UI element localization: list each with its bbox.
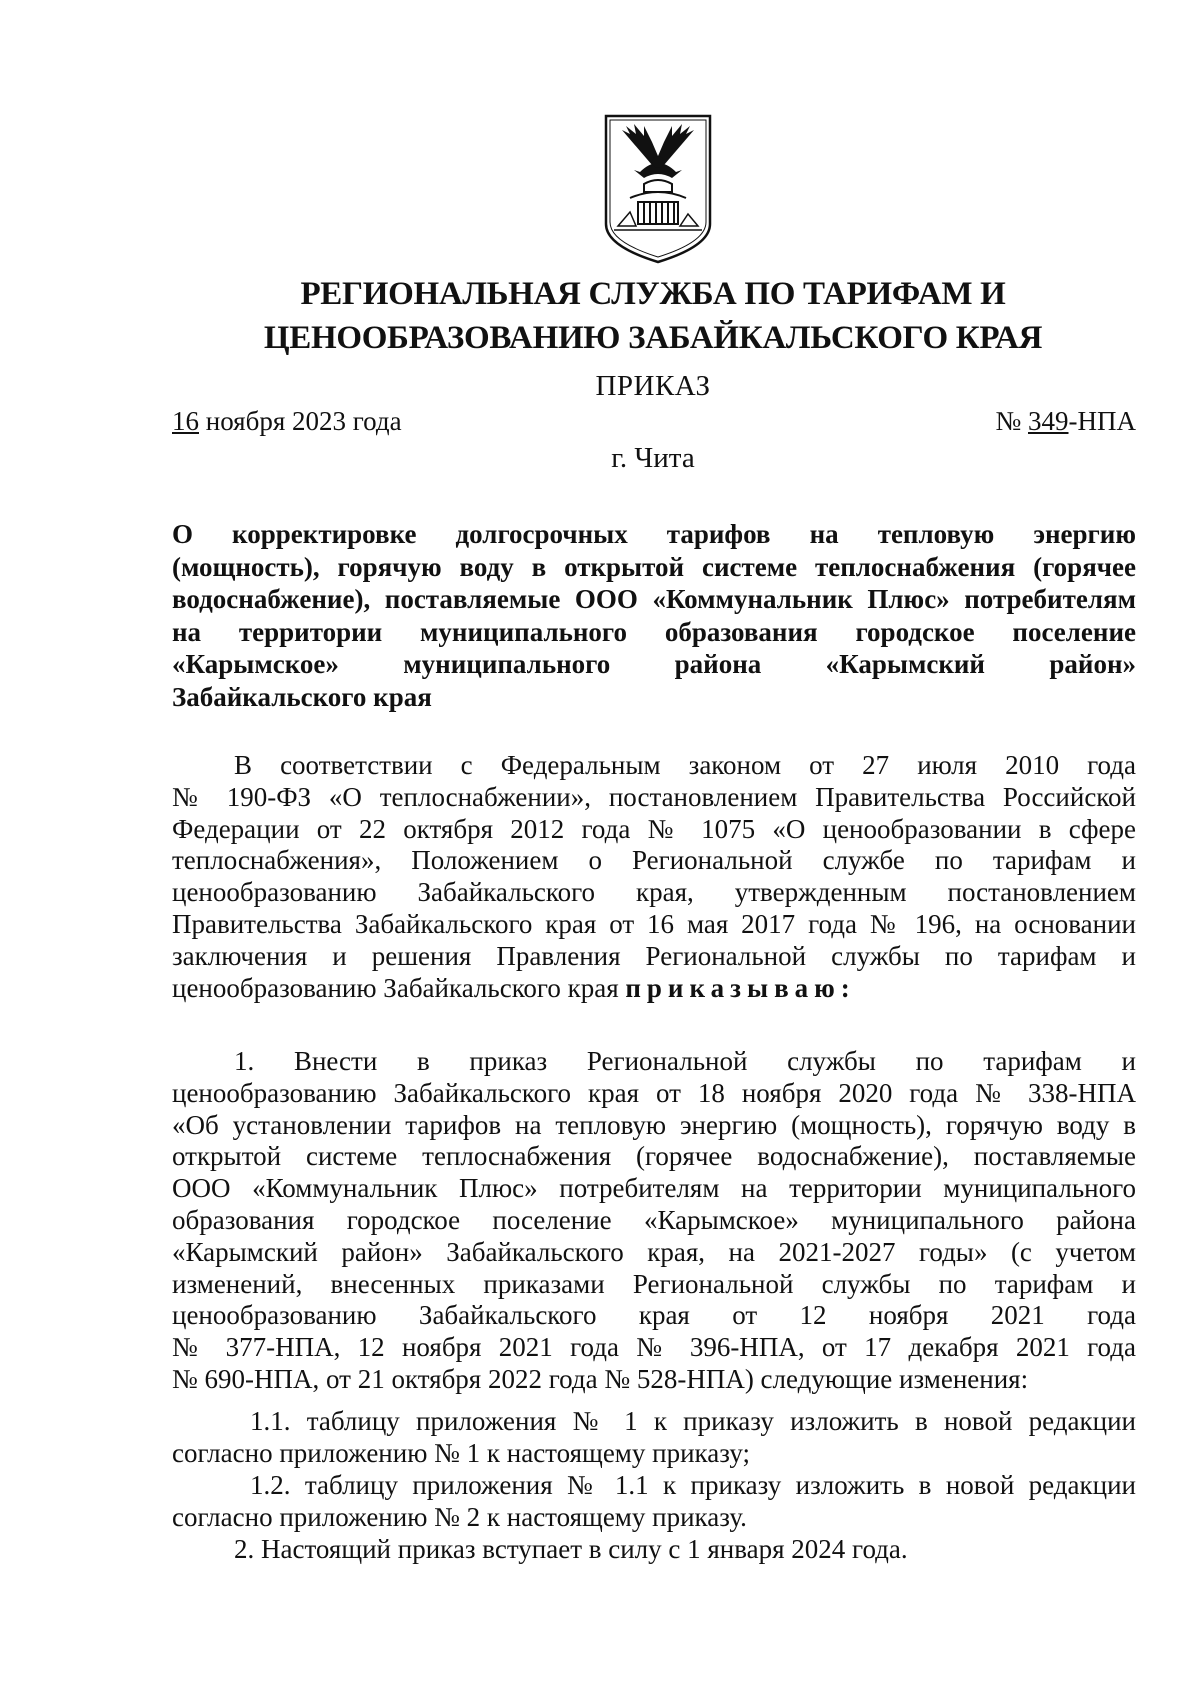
document-subject — [172, 518, 1136, 714]
number-suffix: -НПА — [1068, 406, 1136, 436]
preamble-line: Федерации от 22 октября 2012 года № 1075 «О ценообразовании в сфере — [172, 813, 1136, 844]
item-1-line: ценообразованию Забайкальского края от 18 ноября 2020 года № 338-НПА — [172, 1077, 1136, 1108]
item-1-line: открытой системе теплоснабжения (горячее водоснабжение), поставляемые — [172, 1141, 1136, 1172]
item-1-line: № 690-НПА, от 21 октября 2022 года № 528-НПА) следующие изменения: — [172, 1363, 1029, 1394]
item-1-2-line: 1.2. таблицу приложения № 1.1 к приказу изложить в новой редакции — [250, 1470, 1136, 1500]
subject-line: водоснабжение), поставляемые ООО «Коммунальник Плюс» потребителям — [172, 584, 1136, 615]
item-1-line: № 377-НПА, 12 ноября 2021 года № 396-НПА, от 17 декабря 2021 года — [172, 1332, 1136, 1363]
item-1-2-paragraph — [172, 1470, 1136, 1534]
issuer-title — [160, 272, 1146, 360]
document-number — [995, 404, 1136, 438]
item-2-paragraph — [172, 1534, 1136, 1566]
item-1-line: образования городское поселение «Карымское» муниципального района — [172, 1204, 1136, 1235]
item-1-line: ООО «Коммунальник Плюс» потребителям на территории муниципального — [172, 1173, 1136, 1204]
subject-line: «Карымское» муниципального района «Карымский район» — [172, 649, 1136, 680]
document-date — [172, 404, 402, 438]
document-type: ПРИКАЗ — [595, 370, 711, 402]
item-2-line: 2. Настоящий приказ вступает в силу с 1 января 2024 года. — [234, 1534, 908, 1564]
document-city: г. Чита — [611, 442, 695, 474]
preamble-last-text: ценообразованию Забайкальского края — [172, 972, 626, 1003]
item-1-1-line: 1.1. таблицу приложения № 1 к приказу изложить в новой редакции — [250, 1406, 1136, 1436]
issuer-title-line-1: РЕГИОНАЛЬНАЯ СЛУЖБА ПО ТАРИФАМ И — [300, 276, 1006, 312]
preamble-paragraph — [172, 750, 1136, 1004]
preamble-line: Правительства Забайкальского края от 16 мая 2017 года № 196, на основании — [172, 908, 1136, 939]
item-1-line: изменений, внесенных приказами Региональной службы по тарифам и — [172, 1268, 1136, 1299]
preamble-line: В соответствии с Федеральным законом от 27 июля 2010 года — [234, 750, 1136, 780]
date-rest: ноября 2023 года — [199, 406, 402, 436]
number-prefix: № — [995, 406, 1028, 436]
item-1-line: «Об установлении тарифов на тепловую энергию (мощность), горячую воду в — [172, 1109, 1136, 1140]
item-1-2-line: согласно приложению № 2 к настоящему приказу. — [172, 1501, 747, 1532]
item-1-line: ценообразованию Забайкальского края от 12 ноября 2021 года — [172, 1300, 1136, 1331]
preamble-line: ценообразованию Забайкальского края, утвержденным постановлением — [172, 877, 1136, 908]
subject-line: (мощность), горячую воду в открытой системе теплоснабжения (горячее — [172, 551, 1136, 582]
order-word: приказываю: — [625, 972, 856, 1003]
preamble-line: теплоснабжения», Положением о Региональной службе по тарифам и — [172, 845, 1136, 876]
preamble-line: № 190-ФЗ «О теплоснабжении», постановлением Правительства Российской — [172, 781, 1136, 812]
item-1-1-paragraph — [172, 1406, 1136, 1470]
item-1-line: 1. Внести в приказ Региональной службы по тарифам и — [234, 1046, 1136, 1076]
preamble-last-line — [172, 973, 1136, 1005]
date-day: 16 — [172, 406, 199, 436]
preamble-line: заключения и решения Правления Региональной службы по тарифам и — [172, 940, 1136, 971]
item-1-paragraph — [172, 1046, 1136, 1396]
subject-line: на территории муниципального образования городское поселение — [172, 616, 1136, 647]
item-1-line: «Карымский район» Забайкальского края, на 2021-2027 годы» (с учетом — [172, 1236, 1136, 1267]
subject-line: О корректировке долгосрочных тарифов на тепловую энергию — [172, 519, 1136, 549]
subject-line: Забайкальского края — [172, 681, 432, 712]
issuer-title-line-2: ЦЕНООБРАЗОВАНИЮ ЗАБАЙКАЛЬСКОГО КРАЯ — [263, 320, 1043, 356]
item-1-1-line: согласно приложению № 1 к настоящему приказу; — [172, 1437, 750, 1468]
number-value: 349 — [1028, 406, 1069, 436]
coat-of-arms-icon — [600, 112, 716, 264]
date-number-row — [172, 404, 1136, 438]
